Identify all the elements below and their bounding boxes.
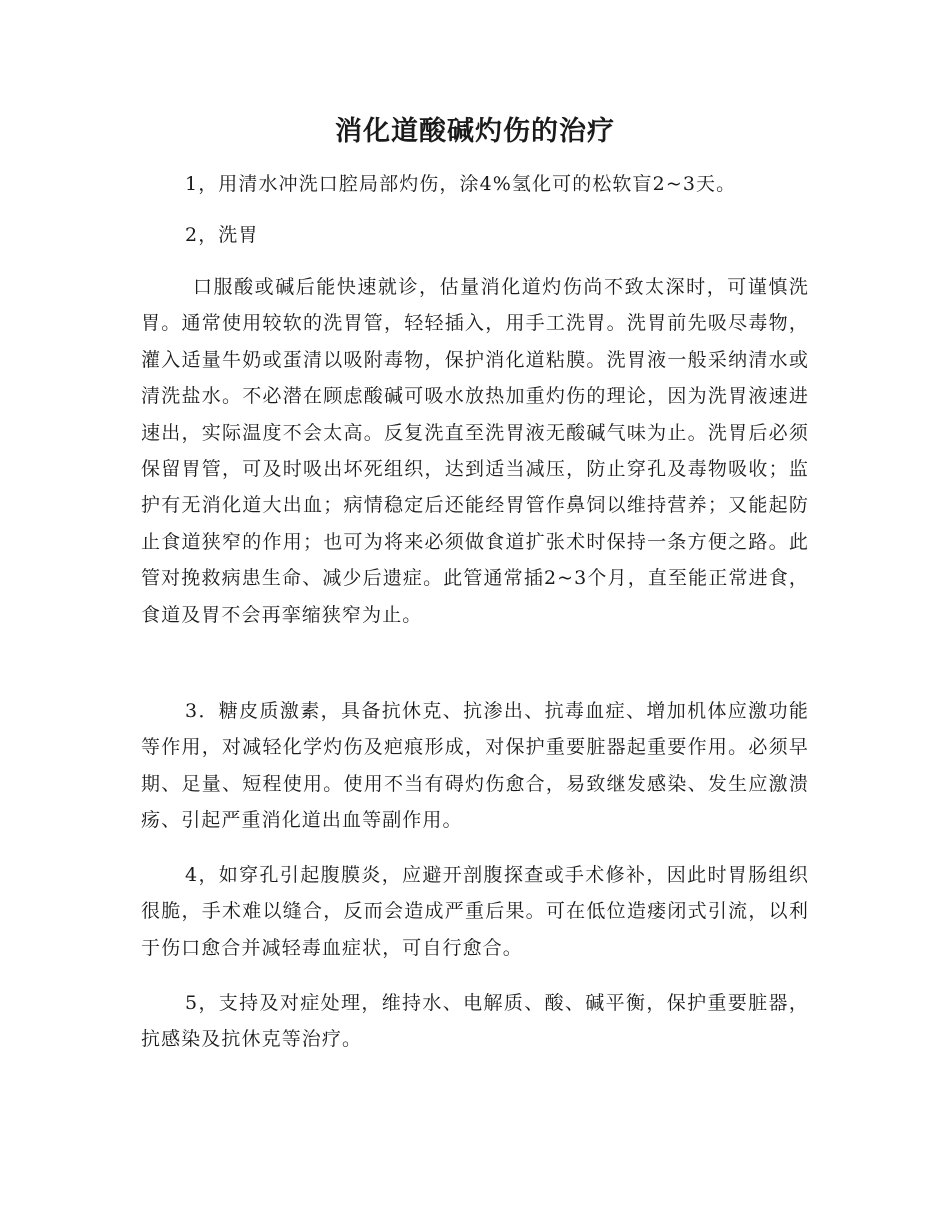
paragraph-step-2-heading: 2，洗胃 xyxy=(185,224,259,246)
document-title: 消化道酸碱灼伤的治疗 xyxy=(335,116,615,147)
paragraph-step-5: 5，支持及对症处理，维持水、电解质、酸、碱平衡，保护重要脏器，抗感染及抗休克等治疗。 xyxy=(141,992,809,1051)
paragraph-step-3: 3．糖皮质激素，具备抗休克、抗渗出、抗毒血症、增加机体应激功能等作用，对减轻化学灼伤及疤痕形成，对保护重要脏器起重要作用。必须早期、足量、短程使用。使用不当有碍灼伤愈合，易致继发感染、发生应激溃疡、引起严重消化道出血等副作用。 xyxy=(141,700,809,832)
paragraph-gastric-lavage: 口服酸或碱后能快速就诊，估量消化道灼伤尚不致太深时，可谨慎洗胃。通常使用较软的洗胃管，轻轻插入，用手工洗胃。洗胃前先吸尽毒物，灌入适量牛奶或蛋清以吸附毒物，保护消化道粘膜。洗胃液一般采纳清水或清洗盐水。不必潜在顾虑酸碱可吸水放热加重灼伤的理论，因为洗胃液速进速出，实际温度不会太高。反复洗直至洗胃液无酸碱气味为止。洗胃后必须保留胃管，可及时吸出坏死组织，达到适当减压，防止穿孔及毒物吸收；监护有无消化道大出血；病情稳定后还能经胃管作鼻饲以维持营养；又能起防止食道狭窄的作用；也可为将来必须做食道扩张术时保持一条方便之路。此管对挽救病患生命、减少后遗症。此管通常插2~3个月，直至能正常进食，食道及胃不会再挛缩狭窄为止。 xyxy=(141,276,809,626)
paragraph-step-1: 1，用清水冲洗口腔局部灼伤，涂4%氢化可的松软盲2~3天。 xyxy=(185,173,737,195)
paragraph-step-4: 4，如穿孔引起腹膜炎，应避开剖腹探查或手术修补，因此时胃肠组织很脆，手术难以缝合，反而会造成严重后果。可在低位造瘘闭式引流，以利于伤口愈合并减轻毒血症状，可自行愈合。 xyxy=(141,864,809,959)
